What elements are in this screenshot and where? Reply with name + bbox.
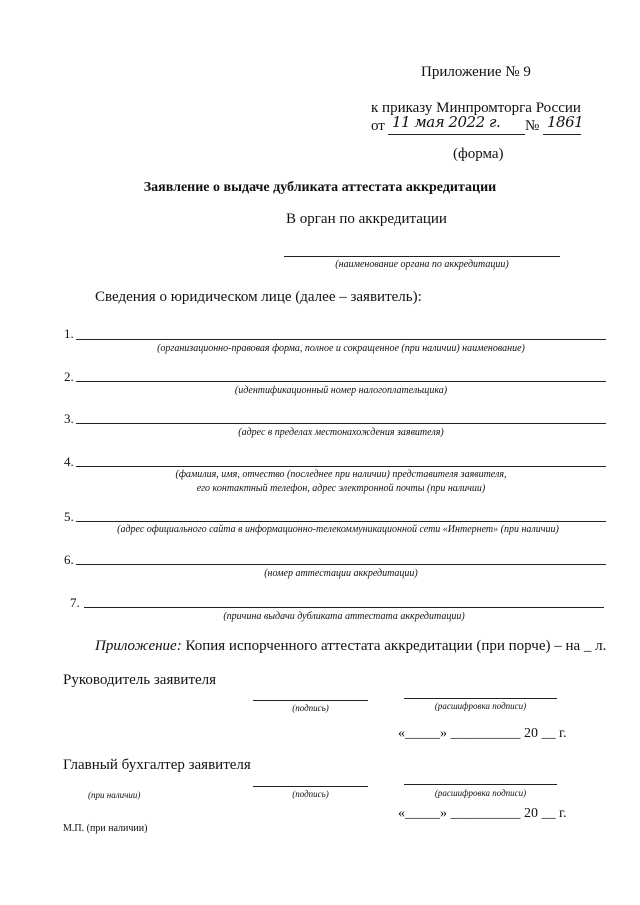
appendix-note-label: Приложение: [95,638,182,654]
accountant-sign-caption: (подпись) [292,789,329,799]
field-4-number: 4. [64,454,74,469]
field-2-number: 2. [64,369,74,384]
field-1-caption: (организационно-правовая форма, полное и сокращенное (при наличии) наименование) [157,343,525,354]
accountant-decode-caption: (расшифровка подписи) [434,788,527,798]
form-label: (форма) [453,146,504,162]
field-6-number: 6. [64,552,74,567]
accountant-sign-line[interactable] [253,786,368,787]
order-number-line [543,134,581,135]
field-2-caption: (идентификационный номер налогоплательщика) [234,385,448,396]
head-sign-line[interactable] [253,700,368,701]
accountant-decode-line[interactable] [404,784,557,785]
field-3-caption: (адрес в пределах местонахождения заявителя) [238,427,444,438]
order-date-handwritten: 11 мая 2022 г. [392,113,501,131]
appendix-number: Приложение № 9 [421,64,531,80]
order-number-handwritten: 1861 [547,113,584,131]
accountant-date-line[interactable]: «_____» __________ 20 __ г. [398,806,567,821]
field-4-caption: (фамилия, имя, отчество (последнее при наличии) представителя заявителя, [175,469,507,480]
field-6-caption: (номер аттестации аккредитации) [264,568,418,579]
field-3-number: 3. [64,411,74,426]
appendix-note-text: Копия испорченного аттестата аккредитации (при порче) – на _ л. [185,638,607,654]
section-heading: Сведения о юридическом лице (далее – заявитель): [95,289,422,305]
field-4-caption-line2: его контактный телефон, адрес электронной почты (при наличии) [196,483,486,494]
field-5-number: 5. [64,509,74,524]
field-7-caption: (причина выдачи дубликата аттестата аккредитации) [223,611,465,622]
document-title: Заявление о выдаче дубликата аттестата аккредитации [143,180,497,195]
field-2-line[interactable] [76,381,606,382]
recipient-label: В орган по аккредитации [286,211,447,227]
accountant-if-any: (при наличии) [88,790,141,800]
order-from-label: от [371,118,385,134]
stamp-label: М.П. (при наличии) [63,823,148,834]
field-7-line[interactable] [84,607,604,608]
recipient-caption: (наименование органа по аккредитации) [335,259,509,270]
field-1-number: 1. [64,326,74,341]
head-date-line[interactable]: «_____» __________ 20 __ г. [398,726,567,741]
order-number-label: № [525,118,540,134]
field-6-line[interactable] [76,564,606,565]
appendix-note [95,638,606,655]
field-7-number: 7. [70,595,80,610]
head-decode-caption: (расшифровка подписи) [434,701,527,711]
head-sign-caption: (подпись) [292,703,329,713]
field-1-line[interactable] [76,339,606,340]
head-role: Руководитель заявителя [63,672,217,688]
order-reference: к приказу Минпромторга России [371,100,581,116]
field-5-line[interactable] [76,521,606,522]
field-4-line[interactable] [76,466,606,467]
head-decode-line[interactable] [404,698,557,699]
field-3-line[interactable] [76,423,606,424]
field-5-caption: (адрес официального сайта в информационно-телекоммуникационной сети «Интернет» (при наличии) [117,524,559,535]
order-date-line [388,134,525,135]
accountant-role: Главный бухгалтер заявителя [63,757,251,773]
recipient-line [284,256,560,257]
